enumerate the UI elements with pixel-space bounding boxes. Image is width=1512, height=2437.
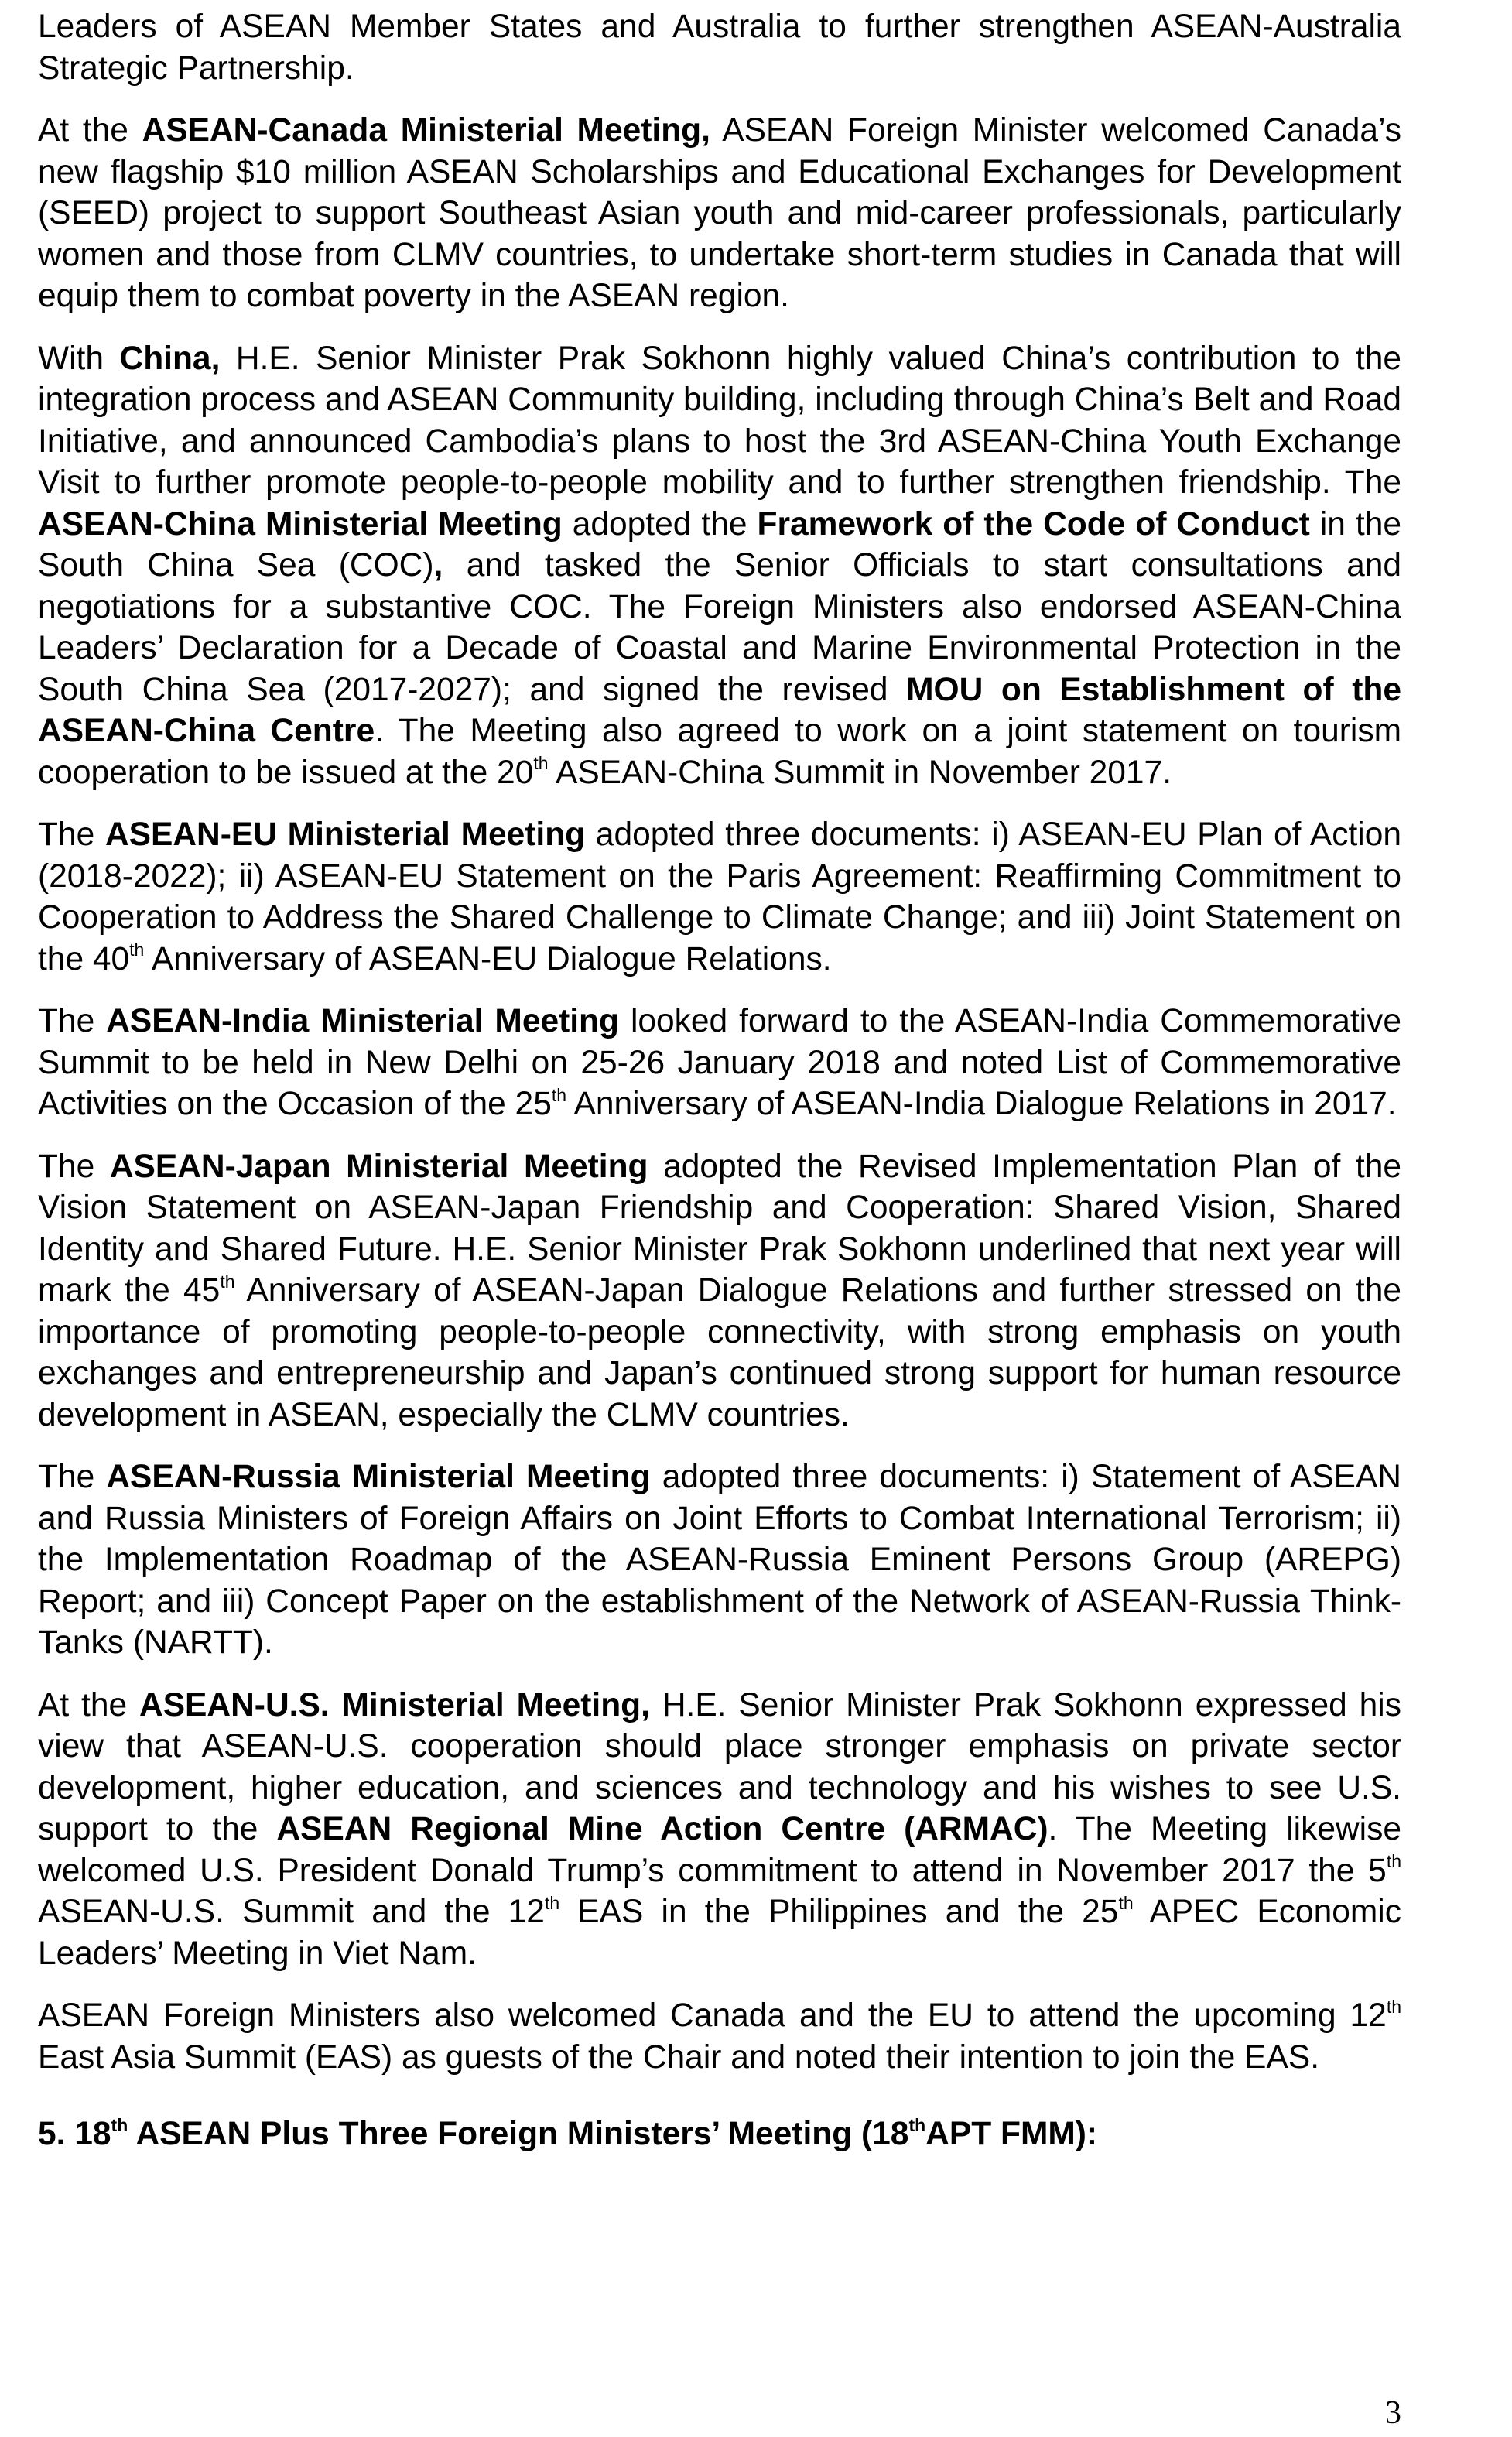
bold-phrase: ASEAN-China Ministerial Meeting xyxy=(38,505,563,543)
text-run: Anniversary of ASEAN-EU Dialogue Relations. xyxy=(144,940,832,977)
bold-phrase: ASEAN-India Ministerial Meeting xyxy=(106,1003,619,1039)
superscript-ordinal: th xyxy=(533,753,549,774)
text-run: ASEAN-U.S. Summit and the 12 xyxy=(38,1894,545,1930)
bold-phrase: ASEAN-Russia Ministerial Meeting xyxy=(106,1459,651,1495)
paragraph-eas xyxy=(38,1995,1401,2078)
text-run: adopted the xyxy=(562,505,758,543)
superscript-ordinal: th xyxy=(1118,1892,1134,1913)
text-run: East Asia Summit (EAS) as guests of the Chair and noted their intention to join the EAS. xyxy=(38,2038,1320,2076)
superscript-ordinal: th xyxy=(129,940,145,960)
paragraph-us xyxy=(38,1685,1401,1975)
text-run: . The Meeting likewise welcomed U.S. President Donald Trump’s commitment to attend in November 2017 the 5 xyxy=(38,1811,1401,1889)
text-run: adopted three documents: i) ASEAN-EU Plan of Action (2018-2022); ii) ASEAN-EU Statement on the Paris Agreement: Reaffirming Commitment to Cooperation to Address the Shared Challenge to Climate Change; and iii) Joint Statement on the 40 xyxy=(38,816,1401,977)
paragraph-japan xyxy=(38,1146,1401,1436)
text-run: H.E. Senior Minister Prak Sokhonn expressed his view that ASEAN-U.S. cooperation should place stronger emphasis on private sector development, higher education, and sciences and technology and his wishes to see U.S. support to the xyxy=(38,1686,1401,1847)
superscript-ordinal: th xyxy=(551,1084,567,1105)
text-run: ASEAN Plus Three Foreign Ministers’ Meeting (18 xyxy=(128,2116,909,2152)
text-run: The xyxy=(38,816,105,853)
section-heading-apt-fmm xyxy=(38,2114,1401,2155)
text-run: adopted the Revised Implementation Plan of the Vision Statement on ASEAN-Japan Friendship and Cooperation: Shared Vision, Shared Identity and Shared Future. H.E. Senior Minister Prak Sokhonn underlined that next year will mark the 45 xyxy=(38,1148,1402,1309)
text-run: The xyxy=(38,1148,110,1185)
text-run: ASEAN Foreign Ministers also welcomed Canada and the EU to attend the upcoming 12 xyxy=(38,1997,1387,2034)
text-run: APT FMM): xyxy=(925,2116,1098,2152)
bold-phrase: China, xyxy=(119,340,221,377)
text-run: and tasked the Senior Officials to start consultations and negotiations for a substantive COC. The Foreign Ministers also endorsed ASEAN-China Leaders’ Declaration for a Decade of Coastal and Marine Environmental Protection in the South China Sea (2017-2027); and signed the revised xyxy=(38,547,1401,708)
paragraph-australia xyxy=(38,6,1401,89)
document-body xyxy=(38,6,1401,2176)
paragraph-china xyxy=(38,338,1401,794)
text-run: APEC Economic Leaders’ Meeting in Viet Nam. xyxy=(38,1894,1401,1972)
superscript-ordinal: th xyxy=(111,2114,128,2135)
text-run: 5. 18 xyxy=(38,2116,111,2152)
text-run: The xyxy=(38,1459,107,1495)
paragraph-eu xyxy=(38,814,1401,980)
bold-phrase: ASEAN Regional Mine Action Centre (ARMAC) xyxy=(276,1811,1048,1847)
paragraph-canada xyxy=(38,110,1401,317)
bold-phrase: ASEAN-Canada Ministerial Meeting, xyxy=(142,112,710,149)
superscript-ordinal: th xyxy=(1386,1851,1401,1872)
text-run: ASEAN Foreign Minister welcomed Canada’s new flagship $10 million ASEAN Scholarships and Educational Exchanges for Development (SEED) project to support Southeast Asian youth and mid-career professionals, particularly women and those from CLMV countries, to undertake short-term studies in Canada that will equip them to combat poverty in the ASEAN region. xyxy=(38,112,1401,314)
superscript-ordinal: th xyxy=(908,2114,926,2135)
paragraph-india xyxy=(38,1001,1401,1125)
text-run: . The Meeting also agreed to work on a joint statement on tourism cooperation to be issued at the 20 xyxy=(38,713,1401,791)
bold-phrase: ASEAN-Japan Ministerial Meeting xyxy=(109,1148,648,1185)
text-run: H.E. Senior Minister Prak Sokhonn highly valued China’s contribution to the integration process and ASEAN Community building, including through China’s Belt and Road Initiative, and announced Cambodia’s plans to host the 3rd ASEAN-China Youth Exchange Visit to further promote people-to-people mobility and to further strengthen friendship. The xyxy=(38,340,1401,501)
text-run: Anniversary of ASEAN-India Dialogue Relations in 2017. xyxy=(566,1086,1397,1122)
text-run: With xyxy=(38,340,120,377)
text-run: At the xyxy=(38,112,142,149)
bold-phrase: , xyxy=(433,547,443,584)
bold-phrase: MOU on Establishment of the ASEAN-China Centre xyxy=(38,671,1401,749)
text-run: Leaders of ASEAN Member States and Australia to further strengthen ASEAN-Australia Strategic Partnership. xyxy=(38,9,1401,87)
superscript-ordinal: th xyxy=(220,1271,235,1292)
superscript-ordinal: th xyxy=(1386,1996,1401,2017)
superscript-ordinal: th xyxy=(544,1892,560,1913)
text-run: The xyxy=(38,1003,107,1039)
text-run: in the South China Sea (COC) xyxy=(38,505,1401,584)
bold-phrase: ASEAN-U.S. Ministerial Meeting, xyxy=(139,1686,650,1723)
text-run: At the xyxy=(38,1686,140,1723)
bold-phrase: ASEAN-EU Ministerial Meeting xyxy=(104,816,586,853)
page-number: 3 xyxy=(1385,2395,1401,2431)
text-run: adopted three documents: i) Statement of ASEAN and Russia Ministers of Foreign Affairs on Joint Efforts to Combat International Terrorism; ii) the Implementation Roadmap of the ASEAN-Russia Eminent Persons Group (AREPG) Report; and iii) Concept Paper on the establishment of the Network of ASEAN-Russia Think-Tanks (NARTT). xyxy=(38,1459,1401,1661)
text-run: looked forward to the ASEAN-India Commemorative Summit to be held in New Delhi on 25-26 January 2018 and noted List of Commemorative Activities on the Occasion of the 25 xyxy=(38,1003,1402,1122)
text-run: EAS in the Philippines and the 25 xyxy=(559,1894,1119,1930)
paragraph-russia xyxy=(38,1456,1401,1664)
bold-phrase: Framework of the Code of Conduct xyxy=(757,505,1310,543)
text-run: ASEAN-China Summit in November 2017. xyxy=(548,754,1172,791)
text-run: Anniversary of ASEAN-Japan Dialogue Relations and further stressed on the importance of promoting people-to-people connectivity, with strong emphasis on youth exchanges and entrepreneurship and Japan’s continued strong support for human resource development in ASEAN, especially the CLMV countries. xyxy=(38,1272,1401,1433)
